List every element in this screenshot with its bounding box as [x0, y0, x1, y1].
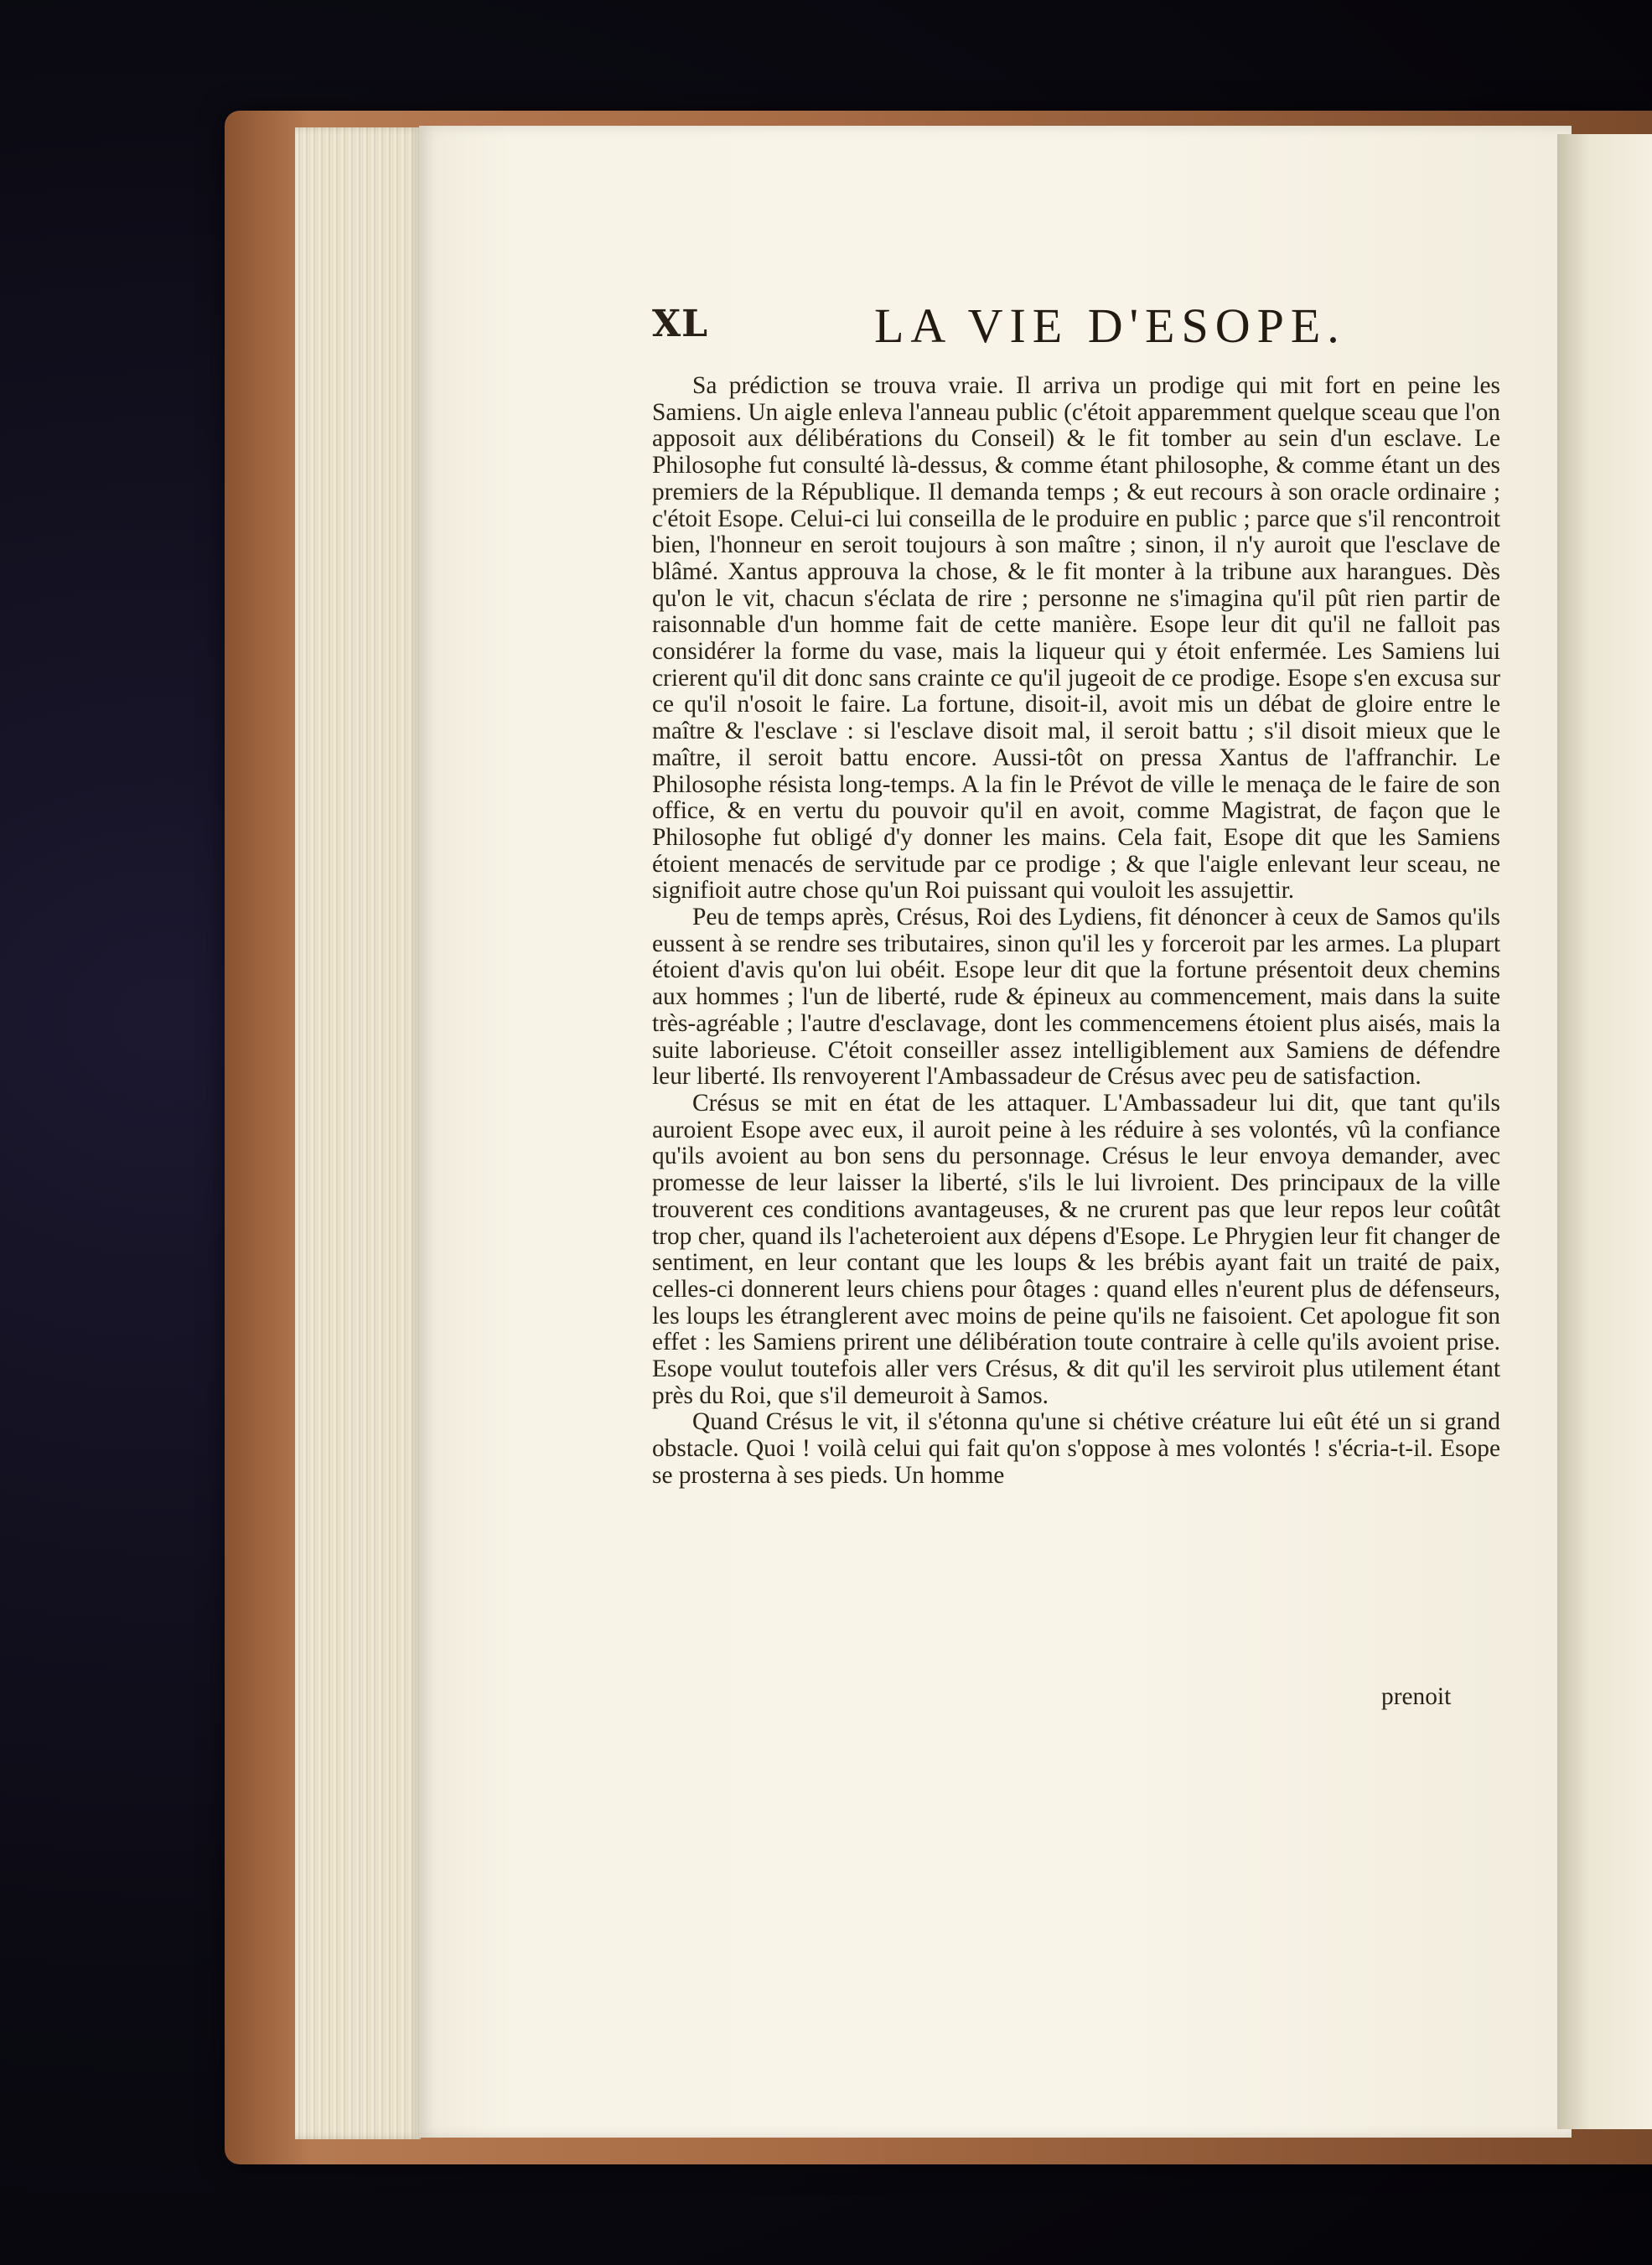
paragraph: Crésus se mit en état de les attaquer. L'Ambassadeur lui dit, que tant qu'ils auroient Esope avec eux, il auroit peine à les réduire à ses volontés, vû la confiance qu'ils avoient au bon sens du personnage. Crésus le leur envoya demander, avec promesse de leur laisser la liberté, s'ils le lui livroient. Des principaux de la ville trouverent ces conditions avantageuses, & ne crurent pas que leur repos leur coûtât trop cher, quand ils l'acheteroient aux dépens d'Esope. Le Phrygien leur fit changer de sentiment, en leur contant que les loups & les brébis ayant fait un traité de paix, celles-ci donnerent leurs chiens pour ôtages : quand elles n'eurent plus de défenseurs, les loups les étranglerent avec moins de peine qu'ils ne faisoient. Cet apologue fit son effet : les Samiens prirent une délibération toute contraire à celle qu'ils avoient prise. Esope voulut toutefois aller vers Crésus, & dit qu'il les serviroit plus utilement étant près du Roi, que s'il demeuroit à Samos. — [652, 1089, 1500, 1409]
body-text — [652, 373, 1500, 1490]
catchword: prenoit — [1381, 1683, 1452, 1710]
facing-page-edge — [1557, 134, 1652, 2129]
page-title: LA VIE D'ESOPE. — [874, 298, 1346, 353]
paragraph: Peu de temps après, Crésus, Roi des Lydiens, fit dénoncer à ceux de Samos qu'ils eussent à se rendre ses tributaires, sinon qu'il les y forceroit par les armes. La plupart étoient d'avis qu'on lui obéit. Esope leur dit que la fortune présentoit deux chemins aux hommes ; l'un de liberté, rude & épineux au commencement, mais dans la suite très-agréable ; l'autre d'esclavage, dont les commencemens étoient plus aisés, mais la suite laborieuse. C'étoit conseiller assez intelligiblement aux Samiens de défendre leur liberté. Ils renvoyerent l'Ambassadeur de Crésus avec peu de satisfaction. — [652, 904, 1500, 1091]
paragraph: Quand Crésus le vit, il s'étonna qu'une si chétive créature lui eût été un si grand obstacle. Quoi ! voilà celui qui fait qu'on s'oppose à mes volontés ! s'écria-t-il. Esope se prosterna à ses pieds. Un homme — [652, 1408, 1500, 1489]
page-edges — [295, 127, 421, 2139]
paragraph: Sa prédiction se trouva vraie. Il arriva un prodige qui mit fort en peine les Samiens. Un aigle enleva l'anneau public (c'étoit apparemment quelque sceau que l'on apposoit aux délibérations du Conseil) & le fit tomber au sein d'un esclave. Le Philosophe fut consulté là-dessus, & comme étant philosophe, & comme étant un des premiers de la République. Il demanda temps ; & eut recours à son oracle ordinaire ; c'étoit Esope. Celui-ci lui conseilla de le produire en public ; parce que s'il rencontroit bien, l'honneur en seroit toujours à son maître ; sinon, il n'y auroit que l'esclave de blâmé. Xantus approuva la chose, & le fit monter à la tribune aux harangues. Dès qu'on le vit, chacun s'éclata de rire ; personne ne s'imagina qu'il pût rien partir de raisonnable d'un homme fait de cette manière. Esope leur dit qu'il ne falloit pas considérer la forme du vase, mais la liqueur qui y étoit enfermée. Les Samiens lui crierent qu'il dit donc sans crainte ce qu'il jugeoit de ce prodige. Esope s'en excusa sur ce qu'il n'osoit le faire. La fortune, disoit-il, avoit mis un débat de gloire entre le maître & l'esclave : si l'esclave disoit mal, il seroit battu ; s'il disoit mieux que le maître, il seroit battu encore. Aussi-tôt on pressa Xantus de l'affranchir. Le Philosophe résista long-temps. A la fin le Prévot de ville le menaça de le faire de son office, & en vertu du pouvoir qu'il en avoit, comme Magistrat, de façon que le Philosophe fut obligé d'y donner les mains. Cela fait, Esope dit que les Samiens étoient menacés de servitude par ce prodige ; & que l'aigle enlevant leur sceau, ne signifioit autre chose qu'un Roi puissant qui vouloit les assujettir. — [652, 372, 1500, 904]
page-number: XL — [652, 303, 709, 345]
running-head — [652, 298, 1500, 356]
